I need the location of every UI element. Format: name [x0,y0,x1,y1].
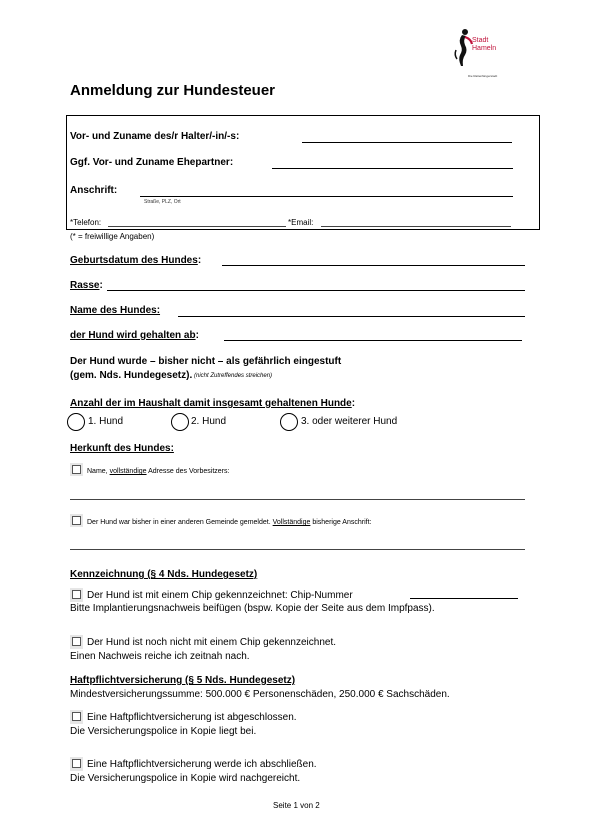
origin-opt1-suffix: Adresse des Vorbesitzers: [148,468,230,475]
no-chip-option-line2: Einen Nachweis reiche ich zeitnah nach. [70,651,250,662]
kept-since-field[interactable] [224,340,522,341]
chip-option-line2: Bitte Implantierungsnachweis beifügen (bspw. Kopie der Seite aus dem Impfpass). [70,603,435,614]
dangerous-line1: Der Hund wurde – bisher nicht – als gefährlich eingestuft [70,356,342,367]
insurance-option2-line1 [70,757,317,771]
no-chip-option-line1 [70,635,336,649]
birthdate-label [70,255,201,266]
checkbox-not-chipped-box [72,637,81,646]
birthdate-label-text: Geburtsdatum des Hundes [70,255,198,266]
partner-name-label: Ggf. Vor- und Zuname Ehepartner: [70,157,234,168]
breed-label-text: Rasse [70,280,100,291]
email-label: *Email: [288,218,314,227]
checkbox-chipped-box [72,590,81,599]
origin-opt1-prefix: Name, [87,468,108,475]
marking-heading: Kennzeichnung (§ 4 Nds. Hundegesetz) [70,569,258,580]
previous-address-field[interactable] [70,549,525,550]
address-label: Anschrift: [70,185,118,196]
checkbox-insured-box [72,712,81,721]
origin-opt2-suffix: bisherige Anschrift: [312,519,372,526]
breed-label [70,280,103,291]
logo-city-line1: Stadt [472,37,489,44]
insurance-option2-line2: Die Versicherungspolice in Kopie wird nachgereicht. [70,773,301,784]
kept-since-label-text: der Hund wird gehalten ab [70,330,196,341]
dangerous-note: (nicht Zutreffendes streichen) [194,373,273,379]
holder-name-label: Vor- und Zuname des/r Halter/-in/-s: [70,131,240,142]
origin-option-other-municipality [70,514,372,527]
dangerous-line2: (gem. Nds. Hundegesetz). [70,370,193,381]
breed-colon: : [99,280,103,291]
address-sublabel: Straße, PLZ, Ort [144,199,181,205]
checkbox-previous-owner[interactable] [70,463,83,476]
insurance-minimum: Mindestversicherungssumme: 500.000 € Personenschäden, 250.000 € Sachschäden. [70,689,450,700]
dog-count-colon: : [351,398,356,409]
phone-field[interactable] [108,226,286,227]
kept-since-colon: : [195,330,199,341]
checkbox-will-insure-box [72,759,81,768]
radio-second-dog-label: 2. Hund [191,416,227,427]
breed-field[interactable] [107,290,525,291]
insurance-option1-line1 [70,710,297,724]
holder-name-field[interactable] [302,142,512,143]
insurance-option1-line2: Die Versicherungspolice in Kopie liegt bei. [70,726,257,737]
checkbox-previous-owner-box [72,465,81,474]
chip-option-text: Der Hund ist mit einem Chip gekennzeichnet: Chip-Nummer [87,590,353,601]
dog-name-field[interactable] [178,316,525,317]
insurance-option1-text: Eine Haftpflichtversicherung ist abgeschlossen. [87,712,297,723]
insurance-heading: Haftpflichtversicherung (§ 5 Nds. Hundegesetz) [70,675,296,686]
radio-first-dog[interactable] [67,413,85,431]
dog-name-label: Name des Hundes: [70,305,161,316]
kept-since-label [70,330,199,341]
checkbox-not-chipped[interactable] [70,635,83,649]
origin-opt2-underlined: Vollständige [272,519,311,526]
phone-label: *Telefon: [70,218,102,227]
radio-first-dog-label: 1. Hund [88,416,124,427]
radio-second-dog[interactable] [171,413,189,431]
radio-third-dog[interactable] [280,413,298,431]
rat-catcher-logo-icon [452,28,474,68]
optional-note: (* = freiwillige Angaben) [70,232,155,241]
radio-third-dog-label: 3. oder weiterer Hund [301,416,398,427]
checkbox-chipped[interactable] [70,588,83,602]
dog-count-heading-text: Anzahl der im Haushalt damit insgesamt gehaltenen Hunde [70,398,352,409]
origin-opt2-prefix: Der Hund war bisher in einer anderen Gemeinde gemeldet. [87,519,271,526]
checkbox-will-insure[interactable] [70,757,83,771]
checkbox-other-municipality[interactable] [70,514,83,527]
logo-city-line2: Hameln [472,45,497,52]
city-logo [452,28,512,83]
address-field[interactable] [140,196,513,197]
insurance-option2-text: Eine Haftpflichtversicherung werde ich abschließen. [87,759,317,770]
partner-name-field[interactable] [272,168,513,169]
origin-option-previous-owner [70,463,229,476]
checkbox-other-municipality-box [72,516,81,525]
birthdate-field[interactable] [222,265,525,266]
page-title: Anmeldung zur Hundesteuer [70,82,276,99]
chip-option-line1 [70,588,353,602]
origin-heading: Herkunft des Hundes: [70,443,174,454]
chip-number-field[interactable] [410,598,518,599]
logo-tagline: Die Rattenfängerstadt [468,74,498,78]
no-chip-option-text: Der Hund ist noch nicht mit einem Chip gekennzeichnet. [87,637,337,648]
birthdate-colon: : [197,255,202,266]
email-field[interactable] [321,226,511,227]
origin-opt1-underlined: vollständige [109,468,147,475]
checkbox-insured[interactable] [70,710,83,724]
page-number: Seite 1 von 2 [273,801,320,810]
dog-count-heading [70,398,355,409]
previous-owner-address-field[interactable] [70,499,525,500]
